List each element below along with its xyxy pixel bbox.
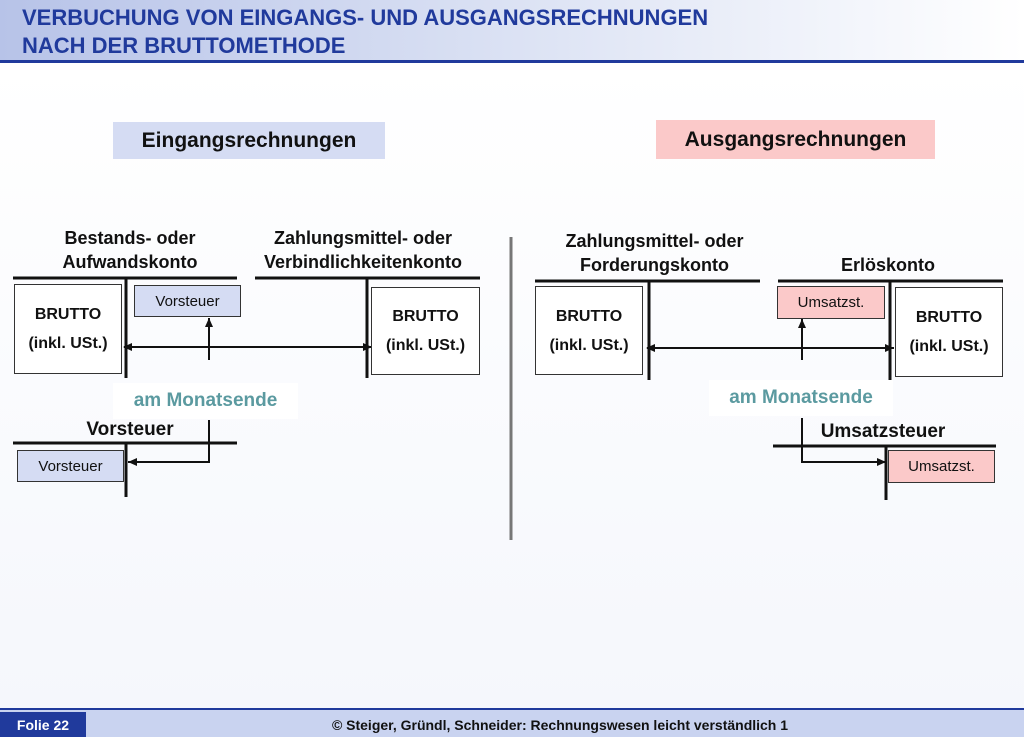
umsatzsteuer-box-bottom: Umsatzst.: [888, 450, 995, 483]
brutto-label: BRUTTO: [555, 307, 623, 325]
brutto-box-left-2: [371, 287, 480, 375]
month-end-label-left: am Monatsende: [113, 383, 298, 419]
vorsteuer-box-top: Vorsteuer: [134, 285, 241, 317]
brutto-sublabel: (inkl. USt.): [28, 335, 108, 352]
brutto-box-right-1: [535, 286, 643, 375]
account-title-forderung-line1: Zahlungsmittel- oder: [565, 231, 744, 251]
heading-ausgangsrechnungen: Ausgangsrechnungen: [656, 120, 935, 159]
slide-title-line1: VERBUCHUNG VON EINGANGS- UND AUSGANGSRECHNUNGEN: [22, 5, 709, 30]
account-title-bestand-line2: Aufwandskonto: [62, 252, 198, 272]
brutto-box-right-2: [895, 287, 1003, 377]
brutto-box-left-1: [14, 284, 122, 374]
brutto-sublabel: (inkl. USt.): [549, 336, 629, 354]
account-title-zahlung: [240, 226, 486, 274]
account-title-zahlung-line2: Verbindlichkeitenkonto: [263, 252, 463, 272]
account-title-bestand: [20, 226, 240, 274]
account-title-forderung-line2: Forderungskonto: [580, 255, 729, 275]
brutto-label: BRUTTO: [34, 306, 102, 323]
account-title-zahlung-line1: Zahlungsmittel- oder: [273, 228, 452, 248]
account-title-erloes: Erlöskonto: [840, 255, 935, 275]
brutto-label: BRUTTO: [915, 309, 983, 326]
account-title-vorsteuer: Vorsteuer: [86, 419, 174, 440]
vorsteuer-box-bottom: Vorsteuer: [17, 450, 124, 482]
heading-eingangsrechnungen: Eingangsrechnungen: [113, 122, 385, 159]
slide-title-line2: NACH DER BRUTTOMETHODE: [22, 33, 346, 58]
umsatzsteuer-box-top: Umsatzst.: [777, 286, 885, 319]
month-end-label-right: am Monatsende: [709, 380, 893, 416]
copyright-text: © Steiger, Gründl, Schneider: Rechnungswesen leicht verständlich 1: [331, 716, 789, 733]
brutto-sublabel: (inkl. USt.): [385, 337, 466, 354]
brutto-sublabel: (inkl. USt.): [909, 338, 989, 355]
account-title-bestand-line1: Bestands- oder: [64, 228, 196, 248]
account-title-forderung: [532, 229, 777, 277]
account-title-umsatzsteuer: Umsatzsteuer: [820, 421, 946, 442]
slide-number: Folie 22: [0, 712, 86, 737]
brutto-label: BRUTTO: [392, 308, 459, 325]
